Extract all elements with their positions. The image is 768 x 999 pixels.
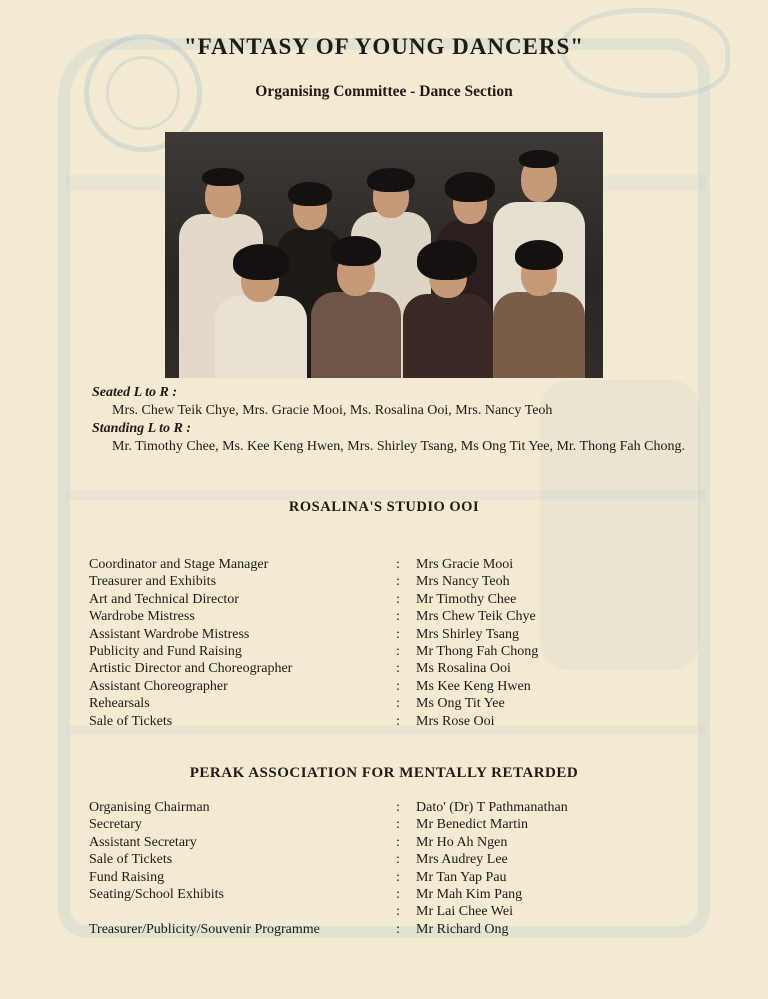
association-roster bbox=[89, 800, 649, 939]
roster-row bbox=[89, 835, 649, 852]
roster-row bbox=[89, 661, 649, 678]
colon: : bbox=[396, 643, 400, 659]
role-label: Secretary bbox=[89, 817, 142, 833]
member-name: Ms Ong Tit Yee bbox=[416, 696, 505, 712]
colon: : bbox=[396, 574, 400, 590]
seated-person bbox=[491, 132, 587, 378]
member-name: Mr Thong Fah Chong bbox=[416, 643, 539, 659]
member-name: Mrs Shirley Tsang bbox=[416, 626, 519, 642]
colon: : bbox=[396, 869, 400, 885]
standing-label: Standing L to R : bbox=[92, 421, 192, 436]
roster-row bbox=[89, 800, 649, 817]
role-label: Publicity and Fund Raising bbox=[89, 643, 242, 659]
roster-row bbox=[89, 714, 649, 731]
roster-row bbox=[89, 574, 649, 591]
colon: : bbox=[396, 678, 400, 694]
seated-label: Seated L to R : bbox=[92, 385, 178, 400]
colon: : bbox=[396, 557, 400, 572]
member-name: Mr Richard Ong bbox=[416, 921, 509, 937]
member-name: Mrs Audrey Lee bbox=[416, 852, 508, 868]
roster-row bbox=[89, 609, 649, 626]
page-title: "FANTASY OF YOUNG DANCERS" bbox=[183, 34, 585, 59]
role-label: Seating/School Exhibits bbox=[89, 886, 224, 902]
member-name: Mrs Gracie Mooi bbox=[416, 557, 514, 572]
role-label: Assistant Secretary bbox=[89, 834, 197, 850]
role-label: Assistant Wardrobe Mistress bbox=[89, 626, 250, 642]
roster-row bbox=[89, 592, 649, 609]
member-name: Mrs Nancy Teoh bbox=[416, 574, 510, 590]
colon: : bbox=[396, 921, 400, 937]
roster-row bbox=[89, 870, 649, 887]
member-name: Mrs Chew Teik Chye bbox=[416, 609, 536, 625]
roster-row bbox=[89, 627, 649, 644]
colon: : bbox=[396, 904, 400, 920]
roster-row bbox=[89, 922, 649, 939]
member-name: Mrs Rose Ooi bbox=[416, 713, 495, 729]
association-heading: PERAK ASSOCIATION FOR MENTALLY RETARDED bbox=[189, 765, 579, 781]
seated-person bbox=[401, 132, 495, 378]
roster-row bbox=[89, 696, 649, 713]
seated-person bbox=[213, 132, 309, 378]
roster-row bbox=[89, 679, 649, 696]
member-name: Mr Lai Chee Wei bbox=[416, 904, 513, 920]
colon: : bbox=[396, 817, 400, 833]
seated-person bbox=[309, 132, 403, 378]
member-name: Ms Kee Keng Hwen bbox=[416, 678, 531, 694]
roster-row bbox=[89, 557, 649, 574]
colon: : bbox=[396, 696, 400, 712]
studio-heading: ROSALINA'S STUDIO OOI bbox=[288, 499, 480, 515]
committee-group-photo bbox=[165, 132, 603, 378]
colon: : bbox=[396, 591, 400, 607]
role-label: Wardrobe Mistress bbox=[89, 609, 195, 625]
role-label: Treasurer/Publicity/Souvenir Programme bbox=[89, 921, 320, 937]
member-name: Dato' (Dr) T Pathmanathan bbox=[416, 800, 568, 815]
role-label: Artistic Director and Choreographer bbox=[89, 661, 293, 677]
role-label: Treasurer and Exhibits bbox=[89, 574, 217, 590]
role-label: Organising Chairman bbox=[89, 800, 210, 815]
member-name: Mr Ho Ah Ngen bbox=[416, 834, 508, 850]
role-label: Assistant Choreographer bbox=[89, 678, 228, 694]
member-name: Mr Tan Yap Pau bbox=[416, 869, 507, 885]
role-label: Fund Raising bbox=[89, 869, 165, 885]
member-name: Mr Benedict Martin bbox=[416, 817, 528, 833]
colon: : bbox=[396, 609, 400, 625]
roster-row bbox=[89, 644, 649, 661]
roster-row bbox=[89, 904, 649, 921]
page-subtitle: Organising Committee - Dance Section bbox=[255, 83, 513, 100]
role-label: Sale of Tickets bbox=[89, 852, 173, 868]
member-name: Mr Mah Kim Pang bbox=[416, 886, 523, 902]
role-label: Coordinator and Stage Manager bbox=[89, 557, 269, 572]
roster-row bbox=[89, 852, 649, 869]
colon: : bbox=[396, 713, 400, 729]
member-name: Ms Rosalina Ooi bbox=[416, 661, 511, 677]
roster-row bbox=[89, 817, 649, 834]
role-label: Rehearsals bbox=[89, 696, 150, 712]
role-label: Art and Technical Director bbox=[89, 591, 239, 607]
roster-row bbox=[89, 887, 649, 904]
studio-roster bbox=[89, 557, 649, 731]
colon: : bbox=[396, 626, 400, 642]
colon: : bbox=[396, 661, 400, 677]
member-name: Mr Timothy Chee bbox=[416, 591, 517, 607]
colon: : bbox=[396, 852, 400, 868]
standing-names: Mr. Timothy Chee, Ms. Kee Keng Hwen, Mrs. Shirley Tsang, Ms Ong Tit Yee, Mr. Thong Fah Chong. bbox=[112, 439, 685, 454]
colon: : bbox=[396, 834, 400, 850]
seated-names: Mrs. Chew Teik Chye, Mrs. Gracie Mooi, Ms. Rosalina Ooi, Mrs. Nancy Teoh bbox=[112, 403, 553, 418]
colon: : bbox=[396, 800, 400, 815]
colon: : bbox=[396, 886, 400, 902]
role-label: Sale of Tickets bbox=[89, 713, 173, 729]
